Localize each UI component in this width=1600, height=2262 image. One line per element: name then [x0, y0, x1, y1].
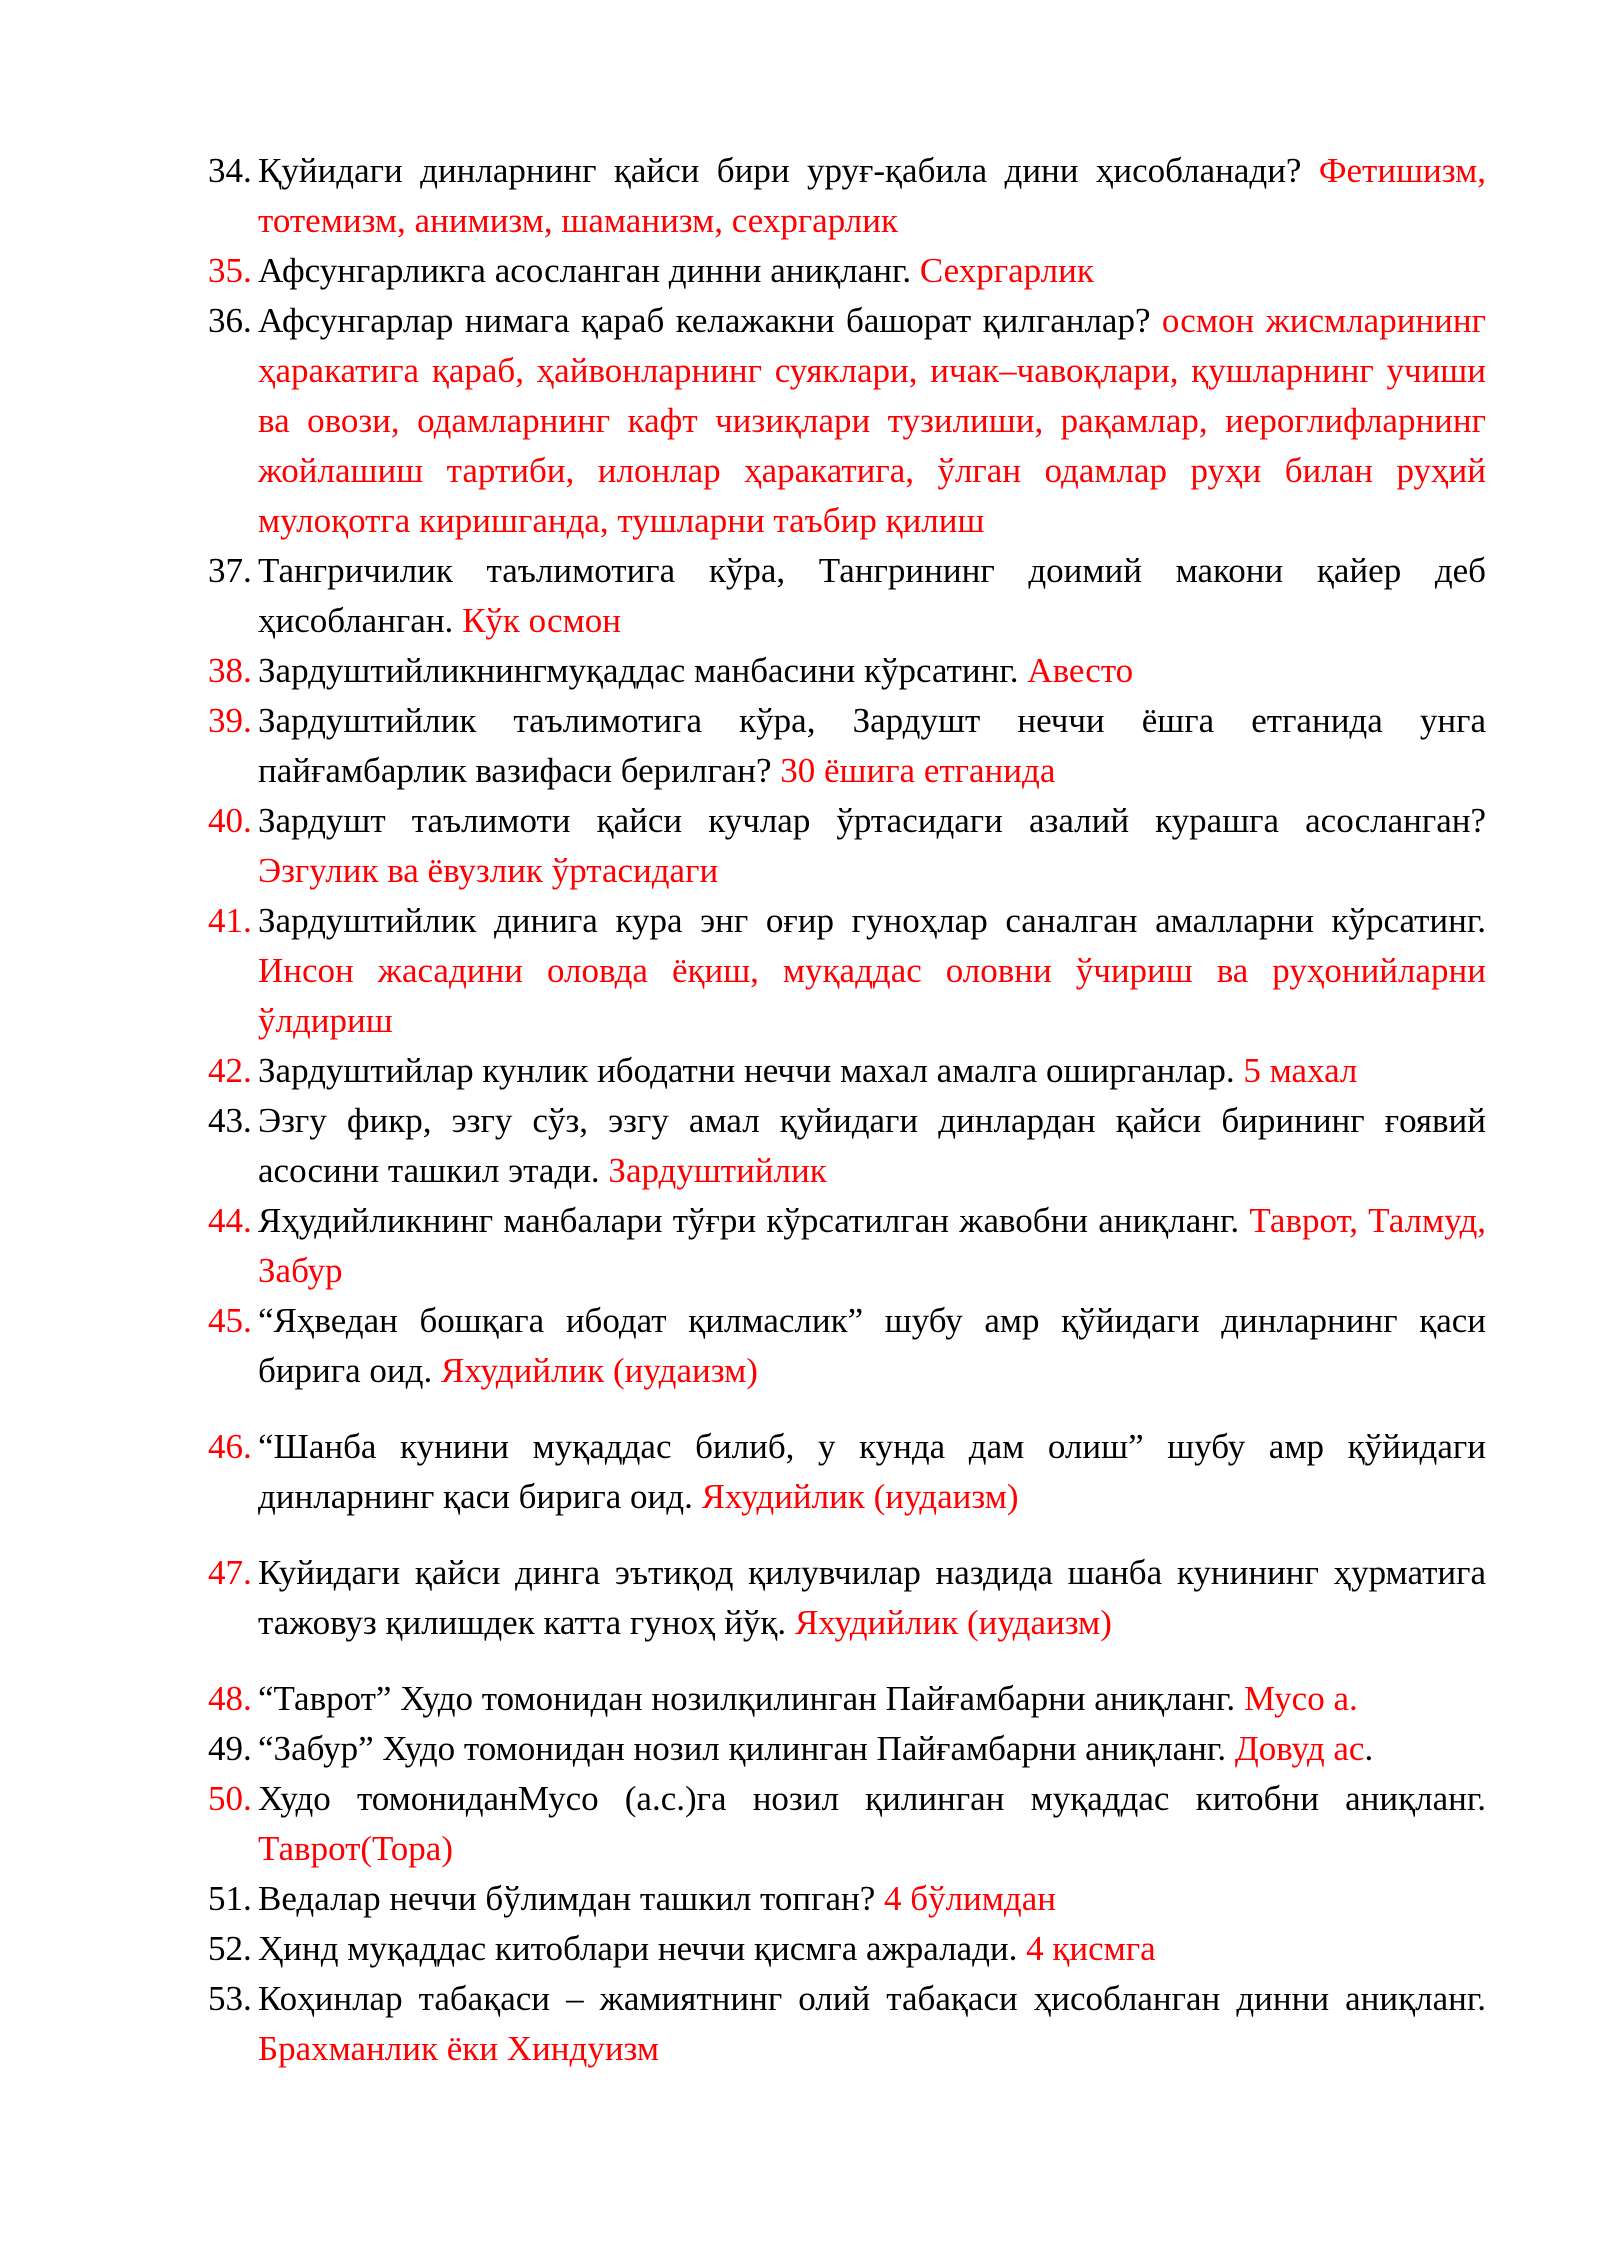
question-item: [208, 1296, 1486, 1396]
question-number: 46.: [208, 1427, 252, 1466]
question-text: “Таврот” Худо томонидан нозилқилинган Пайғамбарни аниқланг.: [258, 1679, 1244, 1718]
question-text: “Шанба кунини муқаддас билиб, у кунда дам олиш” шубу амр қўйидаги динларнинг қаси бирига оид.: [258, 1427, 1486, 1516]
question-body: [258, 1974, 1486, 2074]
question-item: [208, 646, 1486, 696]
question-number: 38.: [208, 651, 252, 690]
question-text: Зардуштийлар кунлик ибодатни неччи махал амалга оширганлар.: [258, 1051, 1244, 1090]
answer-text: 4 қисмга: [1026, 1929, 1156, 1968]
question-number: 52.: [208, 1929, 252, 1968]
answer-text: Эзгулик ва ёвузлик ўртасидаги: [258, 851, 719, 890]
question-body: [258, 296, 1486, 546]
question-number: 36.: [208, 301, 252, 340]
question-list: [208, 146, 1486, 2074]
question-number: 42.: [208, 1051, 252, 1090]
question-body: [258, 1724, 1486, 1774]
answer-text: Мусо а.: [1243, 1679, 1358, 1718]
answer-text: Таврот, Талмуд, Забур: [258, 1201, 1487, 1290]
question-item: [208, 1774, 1486, 1874]
answer-text: 5 махал: [1243, 1051, 1358, 1090]
question-text: Афсунгарликга асосланган динни аниқланг.: [258, 251, 920, 290]
question-number: 40.: [208, 801, 252, 840]
question-number: 50.: [208, 1779, 252, 1818]
question-item: [208, 1924, 1486, 1974]
question-number: 44.: [208, 1201, 252, 1240]
answer-text: Кўк осмон: [462, 601, 621, 640]
question-body: [258, 646, 1486, 696]
question-number: 35.: [208, 251, 252, 290]
question-number: 43.: [208, 1101, 252, 1140]
answer-text: Яхудийлик (иудаизм): [440, 1351, 758, 1390]
question-body: [258, 146, 1486, 246]
answer-text: Таврот(Тора): [258, 1829, 453, 1868]
answer-text: Фетишизм, тотемизм, анимизм, шаманизм, сехргарлик: [258, 151, 1486, 240]
question-item: [208, 1422, 1486, 1522]
answer-text: осмон жисмларининг ҳаракатига қараб, ҳайвонларнинг суяклари, ичак–чавоқлари, қушларнинг учиши ва овози, одамларнинг кафт чизиқлари тузилиши, рақамлар, иероглифларнинг жойлашиш тартиби, илонлар ҳаракатига, ўлган одамлар руҳи билан руҳий мулоқотга киришганда, тушларни таъбир қилиш: [258, 301, 1486, 540]
answer-text: Брахманлик ёки Хиндуизм: [258, 2029, 660, 2068]
answer-text: Зардуштийлик: [608, 1151, 827, 1190]
question-body: [258, 796, 1486, 896]
question-item: [208, 796, 1486, 896]
question-text: Эзгу фикр, эзгу сўз, эзгу амал қуйидаги динлардан қайси бирининг ғоявий асосини ташкил этади.: [258, 1101, 1486, 1190]
question-text: Афсунгарлар нимага қараб келажакни башорат қилганлар?: [258, 301, 1162, 340]
question-text: “Забур” Худо томонидан нозил қилинган Пайғамбарни аниқланг.: [258, 1729, 1235, 1768]
question-text: Зардуштийлик таълимотига кўра, Зардушт неччи ёшга етганида унга пайғамбарлик вазифаси берилган?: [258, 701, 1486, 790]
question-item: [208, 296, 1486, 546]
answer-text: Довуд ас: [1234, 1729, 1365, 1768]
question-body: [258, 546, 1486, 646]
question-body: [258, 1296, 1486, 1396]
question-body: [258, 1548, 1486, 1648]
question-text: Худо томониданМусо (а.с.)га нозил қилинган муқаддас китобни аниқланг.: [258, 1779, 1486, 1818]
question-item: [208, 546, 1486, 646]
question-number: 45.: [208, 1301, 252, 1340]
question-body: [258, 246, 1486, 296]
question-body: [258, 1196, 1486, 1296]
question-body: [258, 1096, 1486, 1196]
question-item: [208, 1724, 1486, 1774]
question-text: Коҳинлар табақаси – жамиятнинг олий табақаси ҳисобланган динни аниқланг.: [258, 1979, 1486, 2018]
question-number: 47.: [208, 1553, 252, 1592]
question-text: Яҳудийликнинг манбалари тўғри кўрсатилган жавобни аниқланг.: [258, 1201, 1250, 1240]
question-text: Қуйидаги динларнинг қайси бири уруғ-қабила дини ҳисобланади?: [258, 151, 1319, 190]
question-item: [208, 246, 1486, 296]
question-item: [208, 1046, 1486, 1096]
answer-trailing-period: .: [1364, 1729, 1374, 1768]
question-body: [258, 1924, 1486, 1974]
question-text: Зардушт таълимоти қайси кучлар ўртасидаги азалий курашга асосланган?: [258, 801, 1486, 840]
question-body: [258, 896, 1486, 1046]
answer-text: Авесто: [1027, 651, 1134, 690]
answer-text: 4 бўлимдан: [884, 1879, 1056, 1918]
question-text: “Яҳведан бошқага ибодат қилмаслик” шубу амр қўйидаги динларнинг қаси бирига оид.: [258, 1301, 1486, 1390]
question-number: 51.: [208, 1879, 252, 1918]
question-body: [258, 1774, 1486, 1874]
question-body: [258, 1422, 1486, 1522]
question-item: [208, 1674, 1486, 1724]
question-text: Тангричилик таълимотига кўра, Тангрининг доимий макони қайер деб ҳисобланган.: [258, 551, 1486, 640]
question-number: 37.: [208, 551, 252, 590]
question-text: Зардуштийлик динига кура энг оғир гуноҳлар саналган амалларни кўрсатинг.: [258, 901, 1486, 940]
answer-text: 30 ёшига етганида: [780, 751, 1056, 790]
question-item: [208, 146, 1486, 246]
question-body: [258, 1046, 1486, 1096]
question-number: 49.: [208, 1729, 252, 1768]
answer-text: Сехргарлик: [919, 251, 1094, 290]
question-number: 53.: [208, 1979, 252, 2018]
question-item: [208, 1548, 1486, 1648]
question-number: 34.: [208, 151, 252, 190]
question-item: [208, 1974, 1486, 2074]
question-item: [208, 896, 1486, 1046]
question-text: Куйидаги қайси динга эътиқод қилувчилар наздида шанба кунининг ҳурматига тажовуз қилишдек катта гуноҳ йўқ.: [258, 1553, 1486, 1642]
answer-text: Инсон жасадини оловда ёқиш, муқаддас оловни ўчириш ва руҳонийларни ўлдириш: [258, 951, 1486, 1040]
question-number: 41.: [208, 901, 252, 940]
answer-text: Яхудийлик (иудаизм): [794, 1603, 1112, 1642]
question-body: [258, 696, 1486, 796]
question-text: Зардуштийликнингмуқаддас манбасини кўрсатинг.: [258, 651, 1028, 690]
question-number: 48.: [208, 1679, 252, 1718]
answer-text: Яхудийлик (иудаизм): [701, 1477, 1019, 1516]
question-item: [208, 1874, 1486, 1924]
question-item: [208, 1096, 1486, 1196]
question-body: [258, 1674, 1486, 1724]
question-number: 39.: [208, 701, 252, 740]
question-text: Ведалар неччи бўлимдан ташкил топган?: [258, 1879, 885, 1918]
question-body: [258, 1874, 1486, 1924]
question-text: Ҳинд муқаддас китоблари неччи қисмга ажралади.: [258, 1929, 1027, 1968]
question-item: [208, 1196, 1486, 1296]
question-item: [208, 696, 1486, 796]
